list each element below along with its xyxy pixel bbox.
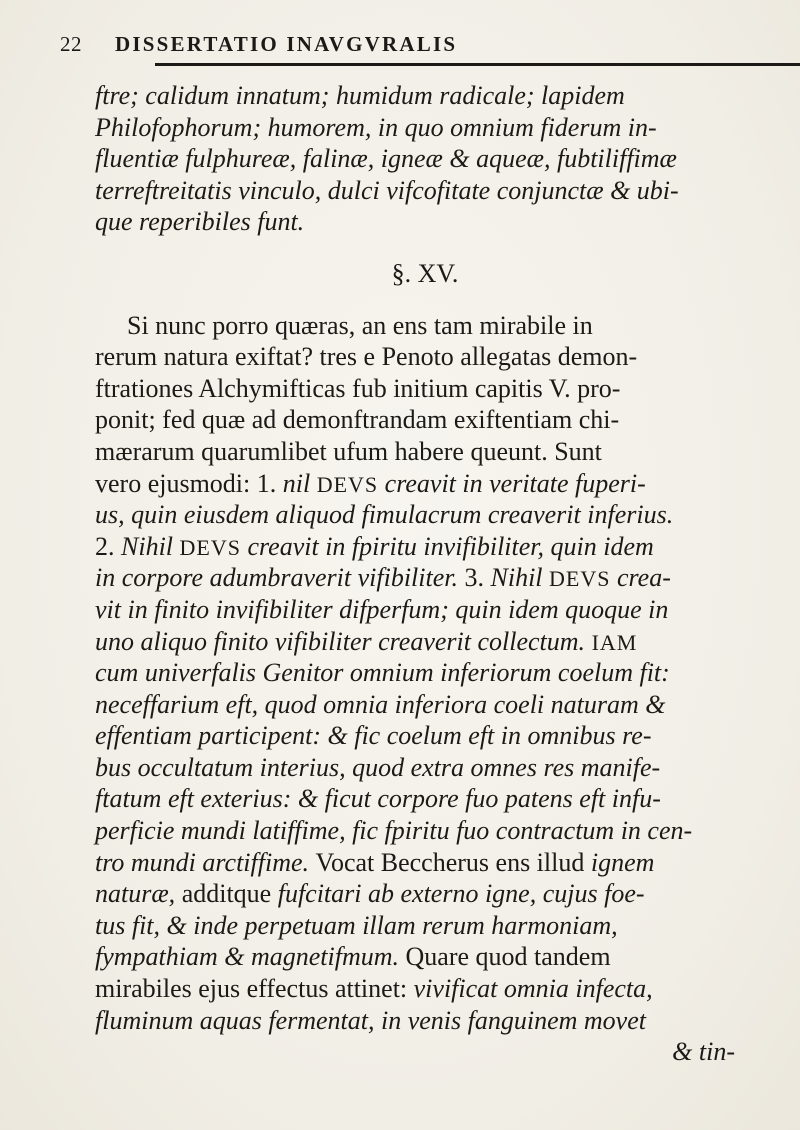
section-heading: §. XV.	[391, 258, 459, 288]
text-span: uno aliquo finito vifibiliter creaverit collectum.	[95, 626, 586, 656]
text-line: perficie mundi latiffime, fic fpiritu fuo contractum in cen-	[95, 816, 693, 846]
text-line: ftatum eft exterius: & ficut corpore fuo patens eft infu-	[95, 784, 661, 814]
text-block	[95, 80, 775, 1068]
catchword: & tin-	[672, 1037, 735, 1067]
text-line: cum univerfalis Genitor omnium inferiorum coelum fit:	[95, 658, 670, 688]
page-number: 22	[60, 32, 82, 56]
text-line	[95, 562, 775, 594]
text-span: Vocat Beccherus ens illud	[315, 847, 585, 877]
text-line	[95, 468, 775, 500]
text-span: vivificat omnia infecta,	[413, 974, 653, 1004]
text-line: que reperibiles funt.	[95, 207, 305, 237]
text-line: tus fit, & inde perpetuam illam rerum harmoniam,	[95, 910, 618, 940]
running-title: DISSERTATIO INAVGVRALIS	[115, 32, 458, 56]
text-span: 3.	[464, 563, 484, 593]
text-span: in corpore adumbraverit vifibiliter.	[95, 563, 458, 593]
text-span: vero ejusmodi: 1.	[95, 468, 277, 498]
text-span: mirabiles ejus effectus attinet:	[95, 974, 408, 1004]
text-line	[95, 973, 775, 1005]
text-line	[95, 626, 775, 658]
text-line: vit in finito invifibiliter difperfum; quin idem quoque in	[95, 594, 669, 624]
small-caps-span: DEVS	[316, 471, 379, 497]
spacer	[95, 238, 775, 258]
small-caps-span: IAM	[591, 629, 638, 655]
text-span: Nihil	[121, 531, 174, 561]
text-span: nil	[282, 468, 311, 498]
text-line: mærarum quarumlibet ufum habere queunt. Sunt	[95, 436, 602, 466]
text-line: ponit; fed quæ ad demonftrandam exiftentiam chi-	[95, 405, 620, 435]
text-span: tro mundi arctiffime.	[95, 847, 310, 877]
text-line	[95, 531, 775, 563]
running-head	[60, 32, 770, 66]
text-line: Philofophorum; humorem, in quo omnium fiderum in-	[95, 112, 657, 142]
text-span: additque	[181, 879, 272, 909]
text-line: effentiam participent: & fic coelum eft in omnibus re-	[95, 721, 652, 751]
text-span: crea-	[616, 563, 671, 593]
text-line: ftrationes Alchymifticas fub initium capitis V. pro-	[95, 373, 621, 403]
text-line: us, quin eiusdem aliquod fimulacrum creaverit inferius.	[95, 500, 674, 530]
header-rule	[155, 63, 800, 66]
text-line: rerum natura exiftat? tres e Penoto allegatas demon-	[95, 342, 638, 372]
text-span: fufcitari ab externo igne, cujus foe-	[277, 879, 645, 909]
text-span: 2.	[95, 531, 115, 561]
text-line: terreftreitatis vinculo, dulci vifcofitate conjunctæ & ubi-	[95, 175, 679, 205]
spacer	[95, 290, 775, 310]
text-line	[95, 878, 775, 910]
small-caps-span: DEVS	[179, 534, 241, 560]
text-line: neceffarium eft, quod omnia inferiora coeli naturam &	[95, 689, 666, 719]
text-span: fympathiam & magnetifmum.	[95, 942, 400, 972]
text-span: Quare quod tandem	[405, 942, 611, 972]
text-span: ignem	[590, 847, 655, 877]
text-span: creavit in veritate fuperi-	[384, 468, 646, 498]
text-line	[95, 941, 775, 973]
small-caps-span: DEVS	[549, 566, 611, 592]
text-span: Nihil	[490, 563, 543, 593]
text-line: fluentiæ fulphureæ, falinæ, igneæ & aqueæ, fubtiliffimæ	[95, 144, 677, 174]
text-span: creavit in fpiritu invifibiliter, quin idem	[247, 531, 654, 561]
text-line	[95, 847, 775, 879]
text-line: bus occultatum interius, quod extra omnes res manife-	[95, 752, 661, 782]
text-line: ftre; calidum innatum; humidum radicale; lapidem	[95, 81, 625, 110]
text-line: Si nunc porro quæras, an ens tam mirabile in	[127, 310, 593, 340]
text-span: naturæ,	[95, 879, 176, 909]
text-line: fluminum aquas fermentat, in venis fanguinem movet	[95, 1005, 646, 1035]
